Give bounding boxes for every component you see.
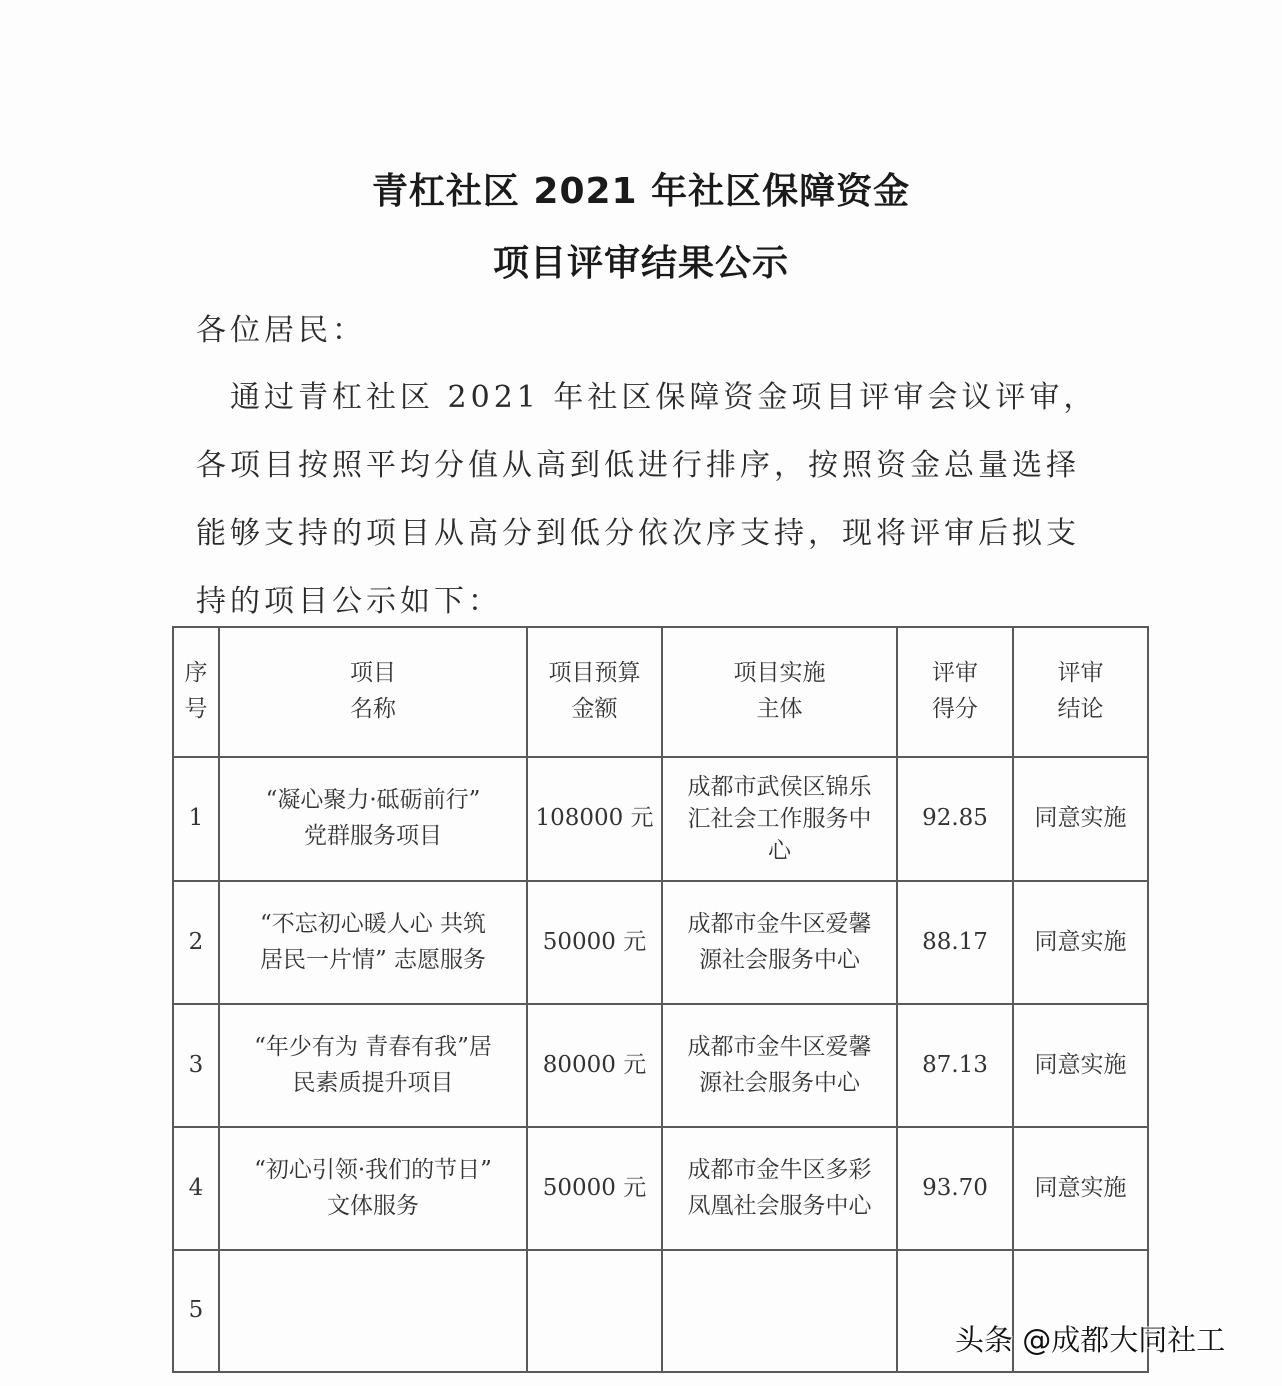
- cell-org: 成都市金牛区多彩 凤凰社会服务中心: [662, 1127, 897, 1250]
- cell-no: 4: [173, 1127, 219, 1250]
- cell-no: 5: [173, 1250, 219, 1372]
- body-line-3: 能够支持的项目从高分到低分依次序支持，现将评审后拟支: [196, 516, 1080, 551]
- cell-budget: 108000 元: [527, 757, 662, 881]
- cell-name: “初心引领·我们的节日” 文体服务: [219, 1127, 527, 1250]
- review-results-table: [172, 626, 1149, 1373]
- cell-name: [219, 1250, 527, 1372]
- table-row: [173, 757, 1148, 881]
- cell-score: 88.17: [897, 881, 1013, 1004]
- cell-budget: 50000 元: [527, 881, 662, 1004]
- cell-org: 成都市金牛区爱馨 源社会服务中心: [662, 881, 897, 1004]
- table-row: [173, 881, 1148, 1004]
- table-header-row: [173, 627, 1148, 757]
- body-line-4: 持的项目公示如下：: [196, 584, 502, 619]
- body-line-1: 通过青杠社区 2021 年社区保障资金项目评审会议评审，: [196, 380, 1098, 415]
- header-result: 评审 结论: [1013, 627, 1148, 757]
- cell-result: 同意实施: [1013, 1127, 1148, 1250]
- salutation: 各位居民：: [196, 313, 366, 348]
- header-budget: 项目预算 金额: [527, 627, 662, 757]
- cell-org: 成都市金牛区爱馨 源社会服务中心: [662, 1004, 897, 1127]
- cell-result: 同意实施: [1013, 757, 1148, 881]
- cell-name: “凝心聚力·砥砺前行” 党群服务项目: [219, 757, 527, 881]
- cell-budget: 80000 元: [527, 1004, 662, 1127]
- document-title-line1: 青杠社区 2021 年社区保障资金: [371, 171, 911, 212]
- cell-no: 2: [173, 881, 219, 1004]
- cell-name: “年少有为 青春有我”居 民素质提升项目: [219, 1004, 527, 1127]
- table-row: [173, 1127, 1148, 1250]
- header-org: 项目实施 主体: [662, 627, 897, 757]
- header-no: 序 号: [173, 627, 219, 757]
- cell-org: 成都市武侯区锦乐 汇社会工作服务中 心: [662, 757, 897, 881]
- cell-no: 3: [173, 1004, 219, 1127]
- cell-budget: [527, 1250, 662, 1372]
- cell-score: 92.85: [897, 757, 1013, 881]
- header-score: 评审 得分: [897, 627, 1013, 757]
- cell-name: “不忘初心暖人心 共筑 居民一片情” 志愿服务: [219, 881, 527, 1004]
- cell-result: 同意实施: [1013, 881, 1148, 1004]
- watermark: 头条 @成都大同社工: [955, 1323, 1226, 1357]
- cell-org: [662, 1250, 897, 1372]
- document-title-line2: 项目评审结果公示: [492, 243, 789, 284]
- cell-no: 1: [173, 757, 219, 881]
- header-name: 项目 名称: [219, 627, 527, 757]
- table-row: [173, 1004, 1148, 1127]
- cell-score: 87.13: [897, 1004, 1013, 1127]
- body-line-2: 各项目按照平均分值从高到低进行排序，按照资金总量选择: [196, 448, 1080, 483]
- cell-result: 同意实施: [1013, 1004, 1148, 1127]
- cell-score: 93.70: [897, 1127, 1013, 1250]
- cell-budget: 50000 元: [527, 1127, 662, 1250]
